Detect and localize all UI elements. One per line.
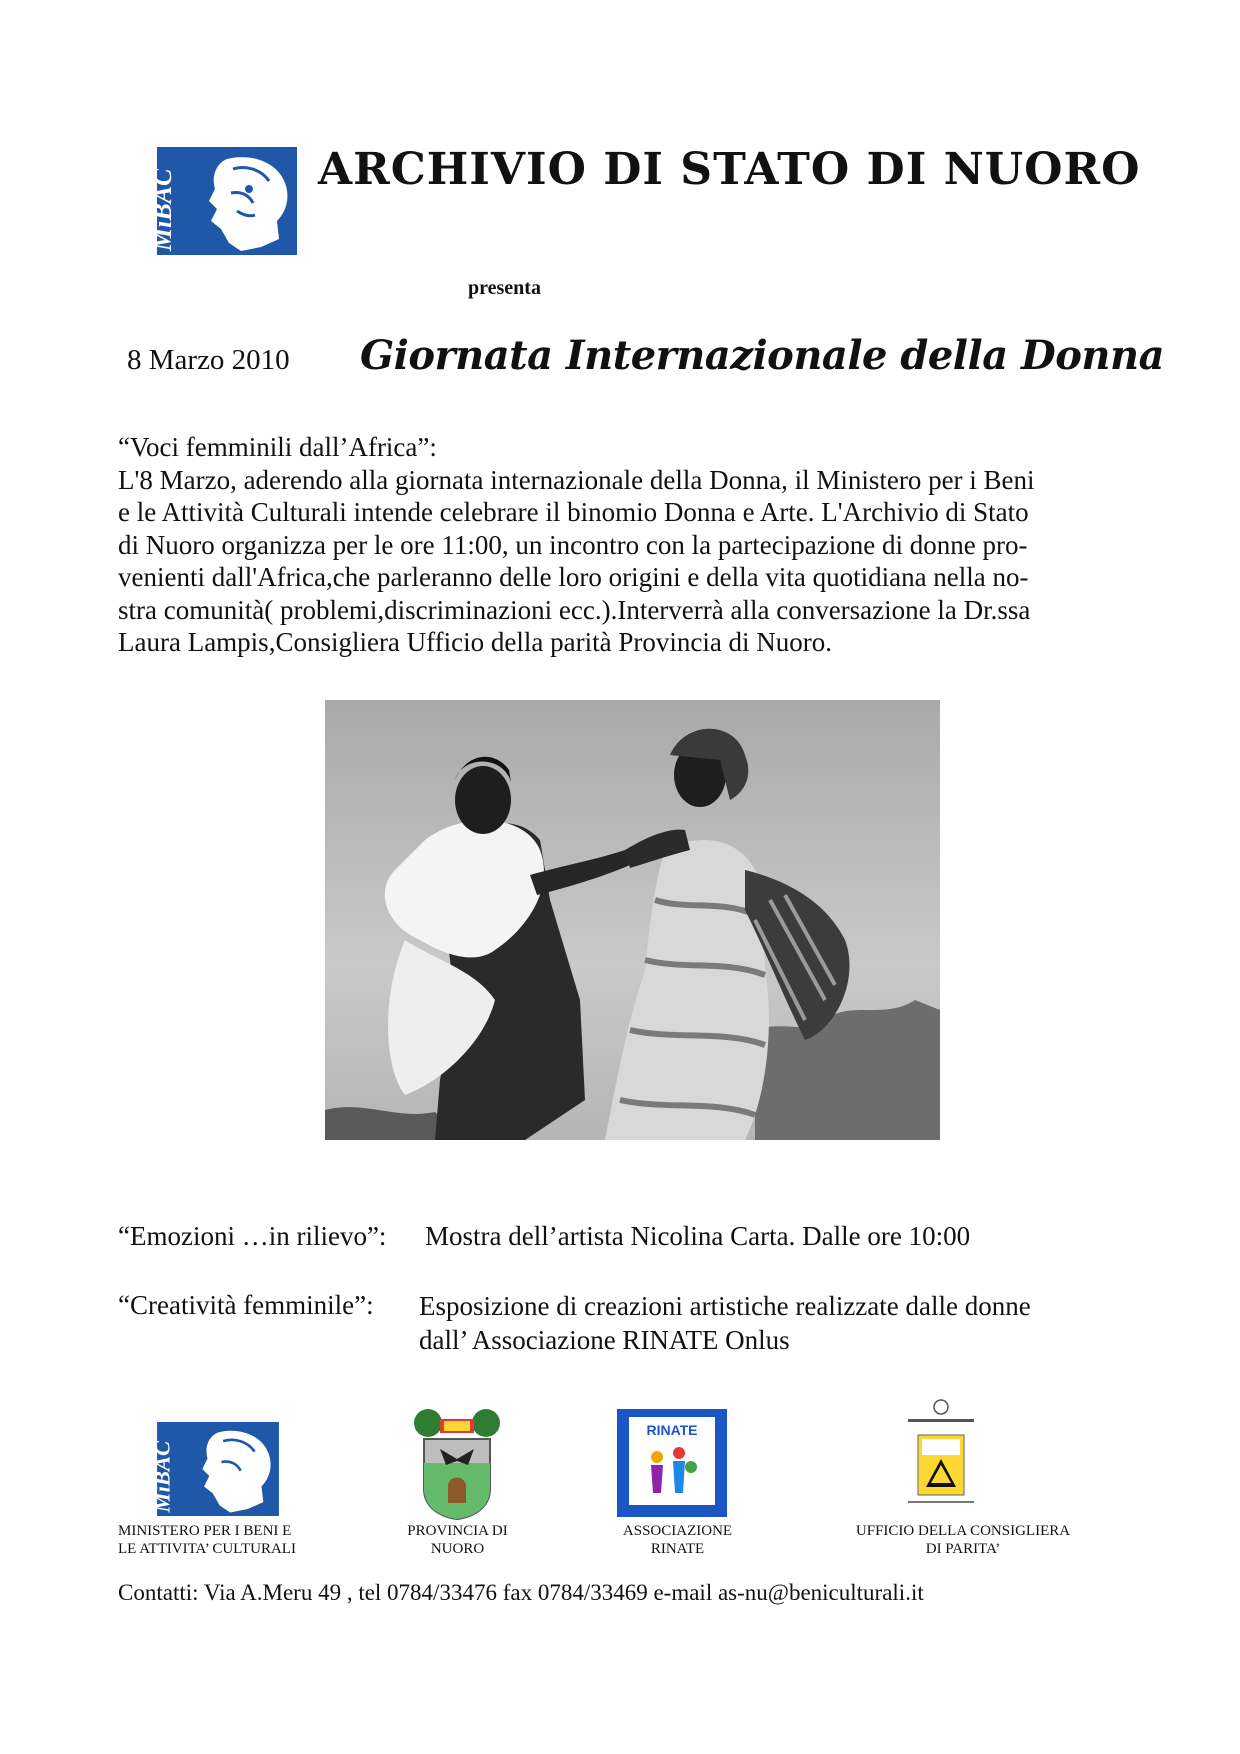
caption-line: ASSOCIAZIONE	[622, 1523, 733, 1539]
event-label-creativita: “Creatività femminile”:	[118, 1290, 374, 1320]
rinate-logo	[617, 1409, 727, 1517]
intro-line: stra comunità( problemi,discriminazioni ecc.).Interverrà alla conversazione la Dr.ssa	[118, 594, 1031, 625]
caption-consigliera	[838, 1522, 1088, 1558]
intro-line: di Nuoro organizza per le ore 11:00, un incontro con la partecipazione di donne pro-	[118, 529, 1028, 560]
consigliera-parita-logo	[888, 1395, 994, 1511]
caption-line: NUORO	[430, 1541, 485, 1557]
intro-line: L'8 Marzo, aderendo alla giornata internazionale della Donna, il Ministero per i Beni	[118, 464, 1035, 495]
rinate-logo-text: RINATE	[646, 1422, 698, 1438]
intro-line: Laura Lampis,Consigliera Ufficio della parità Provincia di Nuoro.	[118, 627, 833, 657]
mibac-logo-text: MiBAC	[148, 168, 177, 251]
caption-line: UFFICIO DELLA CONSIGLIERA	[855, 1523, 1071, 1539]
presents-label: presenta	[468, 277, 541, 299]
provincia-nuoro-crest	[410, 1403, 504, 1521]
event-title: Giornata Internazionale della Donna	[360, 332, 1164, 379]
event-desc-creativita-line: Esposizione di creazioni artistiche realizzate dalle donne	[419, 1291, 1031, 1321]
event-label-emozioni: “Emozioni …in rilievo”:	[118, 1221, 387, 1251]
caption-line: MINISTERO PER I BENI E	[118, 1523, 292, 1539]
caption-rinate	[620, 1522, 735, 1558]
mibac-partner-logo	[149, 1422, 279, 1516]
event-desc-creativita-line: dall’ Associazione RINATE Onlus	[419, 1325, 790, 1355]
intro-line: e le Attività Culturali intende celebrare il binomio Donna e Arte. L'Archivio di Stato	[118, 497, 1029, 527]
caption-line: RINATE	[650, 1541, 705, 1557]
intro-line: venienti dall'Africa,che parleranno delle loro origini e della vita quotidiana nella no-	[118, 562, 1029, 592]
event-desc-emozioni: Mostra dell’artista Nicolina Carta. Dalle ore 10:00	[425, 1221, 971, 1251]
dancing-women-photo	[325, 700, 940, 1140]
archive-title: ARCHIVIO DI STATO DI NUORO	[318, 144, 1141, 195]
caption-line: DI PARITA’	[925, 1541, 1001, 1557]
event-date: 8 Marzo 2010	[127, 344, 290, 376]
mibac-logo	[148, 147, 297, 255]
caption-line: LE ATTIVITA’ CULTURALI	[118, 1541, 296, 1557]
mibac-partner-logo-text: MiBAC	[149, 1440, 175, 1513]
contacts-line: Contatti: Via A.Meru 49 , tel 0784/33476 fax 0784/33469 e-mail as-nu@beniculturali.it	[118, 1580, 924, 1605]
caption-provincia	[400, 1522, 515, 1558]
caption-ministero	[118, 1522, 296, 1558]
caption-line: PROVINCIA DI	[407, 1523, 508, 1539]
intro-paragraph	[118, 431, 1138, 659]
intro-heading: “Voci femminili dall’Africa”:	[118, 432, 437, 462]
